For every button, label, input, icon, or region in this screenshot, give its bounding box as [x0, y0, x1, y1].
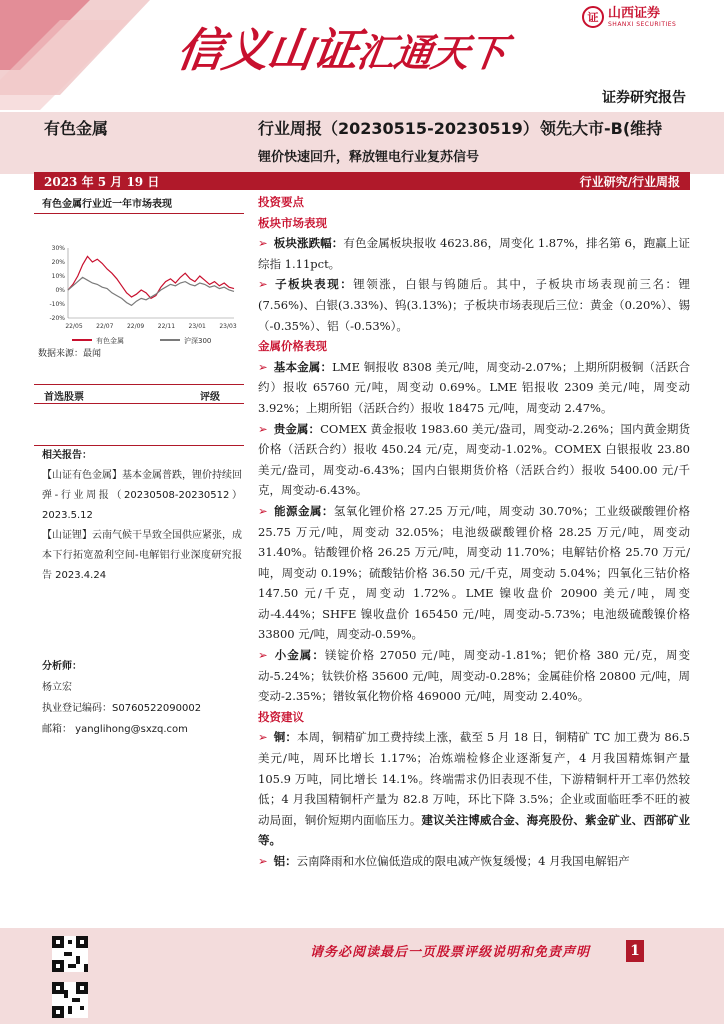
related-heading: 相关报告： — [42, 450, 92, 461]
text: 氢氧化锂价格 27.25 万元/吨，周变动 30.70%；工业级碳酸锂价格 25.75 万元/吨，周变动 32.05%；电池级碳酸锂价格 28.25 万元/吨，周变动 31.40%。钴酸锂价格 26.25 万元/吨，周变动 11.70%；电解钴价格 25.70 万元/吨，周变动 0.19%；硫酸钴价格 36.50 元/千克，周变动 5.04%；四氧化三钴价格 147.50 元/千克，周变动 1.72%。LME 镍收盘价 20900 美元/吨，周变动-4.44%；SHFE 镍收盘价 165450 元/吨，周变动-5.73%；电池级硫酸镍价格 33800 元/吨，周变动-0.59%。 — [258, 503, 690, 642]
x-tick-label: 22/07 — [96, 323, 114, 330]
text: 镁锭价格 27050 元/吨，周变动-1.81%；钯价格 380 元/克，周变动-5.24%；钛铁价格 35600 元/吨，周变动-0.28%；金属硅价格 20800 元/吨，周变动-2.35%；镨钕氧化物价格 469000 元/吨，周变动 2.40%。 — [258, 648, 690, 704]
picks-column-rating: 评级 — [200, 392, 220, 403]
sector-name: 有色金属 — [44, 119, 109, 138]
picks-divider — [34, 403, 244, 404]
left-column — [34, 192, 244, 349]
report-date: 2023 年 5 月 19 日 — [44, 175, 160, 189]
y-tick-label: 20% — [51, 259, 65, 266]
section-key-points: 投资要点 — [258, 195, 304, 209]
text: 本周，铜精矿加工费持续上涨，截至 5 月 18 日，铜精矿 TC 加工费为 86.5 美元/吨，周环比增长 1.17%；冶炼端检修企业逐渐复产，4 月我国精炼铜产量 105.9 万吨，同比增长 14.1%。终端需求仍旧表现不佳，下游精铜杆开工率仍然较低；4 月我国精铜杆产量为 82.8 万吨，环比下降 3.5%；企业或面临旺季不旺的被动局面，铜价短期内面临压力。 — [258, 730, 690, 827]
logo-emblem-icon: 证 — [582, 6, 604, 28]
top-picks-table — [34, 384, 244, 446]
label: 板块涨跌幅： — [273, 236, 344, 251]
series-line-沪深300 — [68, 277, 234, 305]
label: 小金属： — [273, 648, 325, 663]
page-number: 1 — [626, 940, 644, 962]
related-report-item[interactable]: 【山证有色金属】基本金属普跌，锂价持续回弹-行业周报（20230508-20230512） 2023.5.12 — [42, 470, 242, 521]
label: 铝： — [273, 854, 297, 868]
bullet-arrow-icon: ➢ — [258, 236, 268, 251]
bullet-arrow-icon: ➢ — [258, 421, 268, 436]
chart-heading: 有色金属行业近一年市场表现 — [34, 192, 244, 214]
legend-label: 有色金属 — [96, 337, 124, 345]
logo-english-name: SHANXI SECURITIES — [608, 20, 677, 28]
paragraph-subsector — [258, 274, 690, 336]
qr-code-icon — [52, 982, 88, 1018]
related-reports — [42, 446, 242, 586]
logo-chinese-name: 山西证券 — [608, 5, 661, 21]
chart-svg — [34, 214, 244, 354]
analyst-name: 杨立宏 — [42, 682, 72, 693]
header-banner — [0, 0, 724, 120]
section-investment-advice: 投资建议 — [258, 709, 304, 724]
report-category: 行业研究/行业周报 — [579, 175, 680, 189]
bullet-arrow-icon: ➢ — [258, 854, 268, 868]
analyst-heading: 分析师： — [42, 661, 82, 672]
text: COMEX 黄金报收 1983.60 美元/盎司，周变动-2.26%；国内黄金期货价格（活跃合约）报收 450.24 元/克，周变动-1.02%。COMEX 白银报收 23.80 美元/盎司，周变动-6.43%；国内白银期货价格（活跃合约）报收 5400.00 元/千克，周变动-6.43%。 — [258, 421, 691, 498]
analyst-cert: 执业登记编码：S0760522090002 — [42, 703, 202, 714]
picks-column-stock: 首选股票 — [44, 392, 84, 403]
bullet-arrow-icon: ➢ — [258, 648, 268, 663]
x-tick-label: 23/03 — [219, 323, 237, 330]
analyst-info — [42, 656, 242, 740]
bullet-arrow-icon: ➢ — [258, 277, 268, 292]
recommendation: 建议关注博威合金、海亮股份、紫金矿业、西部矿业等。 — [258, 812, 691, 848]
label: 贵金属： — [273, 421, 321, 436]
paragraph-minor-metals — [258, 645, 690, 707]
y-tick-label: 10% — [51, 273, 65, 280]
label: 能源金属： — [273, 503, 334, 518]
paragraph-energy-metals — [258, 501, 690, 645]
label: 子板块表现： — [273, 277, 354, 292]
y-tick-label: 0% — [55, 287, 65, 294]
text: 锂领涨，白银与钨随后。其中，子板块市场表现前三名：锂(7.56%)、白银(3.33%)、钨(3.13%)；子板块市场表现后三位：黄金（0.20%）、锡（-0.35%）、铝（-0.53%）。 — [258, 277, 690, 333]
rating-label: 领先大市-B(维持 — [540, 119, 663, 138]
y-tick-label: -10% — [49, 301, 65, 308]
y-tick-label: 30% — [51, 245, 65, 252]
company-logo — [582, 6, 676, 28]
report-type-label: 证券研究报告 — [602, 90, 686, 106]
series-line-有色金属 — [68, 256, 234, 298]
paragraph-copper — [258, 727, 690, 851]
qr-code-icon — [52, 936, 88, 972]
text: 有色金属板块报收 4623.86，周变化 1.87%，排名第 6，跑赢上证综指 1.11pct。 — [258, 236, 691, 271]
right-column — [258, 192, 690, 872]
report-subtitle: 锂价快速回升，释放锂电行业复苏信号 — [258, 150, 480, 165]
y-tick-label: -20% — [49, 315, 65, 322]
disclaimer-notice: 请务必阅读最后一页股票评级说明和免责声明 — [310, 945, 591, 960]
slogan-part2: 汇通天下 — [354, 30, 509, 75]
date-bar — [34, 172, 690, 190]
paragraph-precious-metals — [258, 419, 690, 501]
related-report-item[interactable]: 【山证锂】云南气候干旱致全国供应紧张，成本下行拓宽盈利空间-电解铝行业深度研究报告 2023.4.24 — [42, 530, 242, 581]
slogan-part1: 信义山证 — [173, 23, 362, 77]
paragraph-base-metals — [258, 357, 690, 419]
x-tick-label: 23/01 — [188, 323, 206, 330]
text: 云南降雨和水位偏低造成的限电减产恢复缓慢；4 月我国电解铝产 — [296, 854, 630, 868]
slogan — [173, 14, 510, 80]
paragraph-sector-change — [258, 233, 690, 274]
analyst-email[interactable]: 邮箱： yanglihong@sxzq.com — [42, 724, 188, 735]
section-sector-performance: 板块市场表现 — [258, 215, 327, 230]
legend-label: 沪深300 — [184, 337, 212, 345]
bullet-arrow-icon: ➢ — [258, 359, 268, 374]
market-performance-chart — [34, 214, 244, 349]
data-source: 数据来源：最闻 — [38, 349, 102, 359]
section-metal-prices: 金属价格表现 — [258, 339, 327, 354]
text: LME 铜报收 8308 美元/吨，周变动-2.07%；上期所阴极铜（活跃合约）报收 65760 元/吨，周变动 0.69%。LME 铝报收 2309 美元/吨，周变动 3.92%；上期所铝（活跃合约）报收 18475 元/吨，周变动 2.47%。 — [258, 359, 690, 415]
bullet-arrow-icon: ➢ — [258, 730, 268, 745]
paragraph-aluminum — [258, 851, 690, 872]
x-tick-label: 22/11 — [157, 323, 176, 330]
label: 铜： — [273, 730, 298, 745]
x-tick-label: 22/09 — [126, 323, 145, 330]
report-title: 行业周报（20230515-20230519） — [258, 119, 539, 138]
bullet-arrow-icon: ➢ — [258, 503, 268, 518]
label: 基本金属： — [273, 359, 333, 374]
x-tick-label: 22/05 — [65, 323, 83, 330]
